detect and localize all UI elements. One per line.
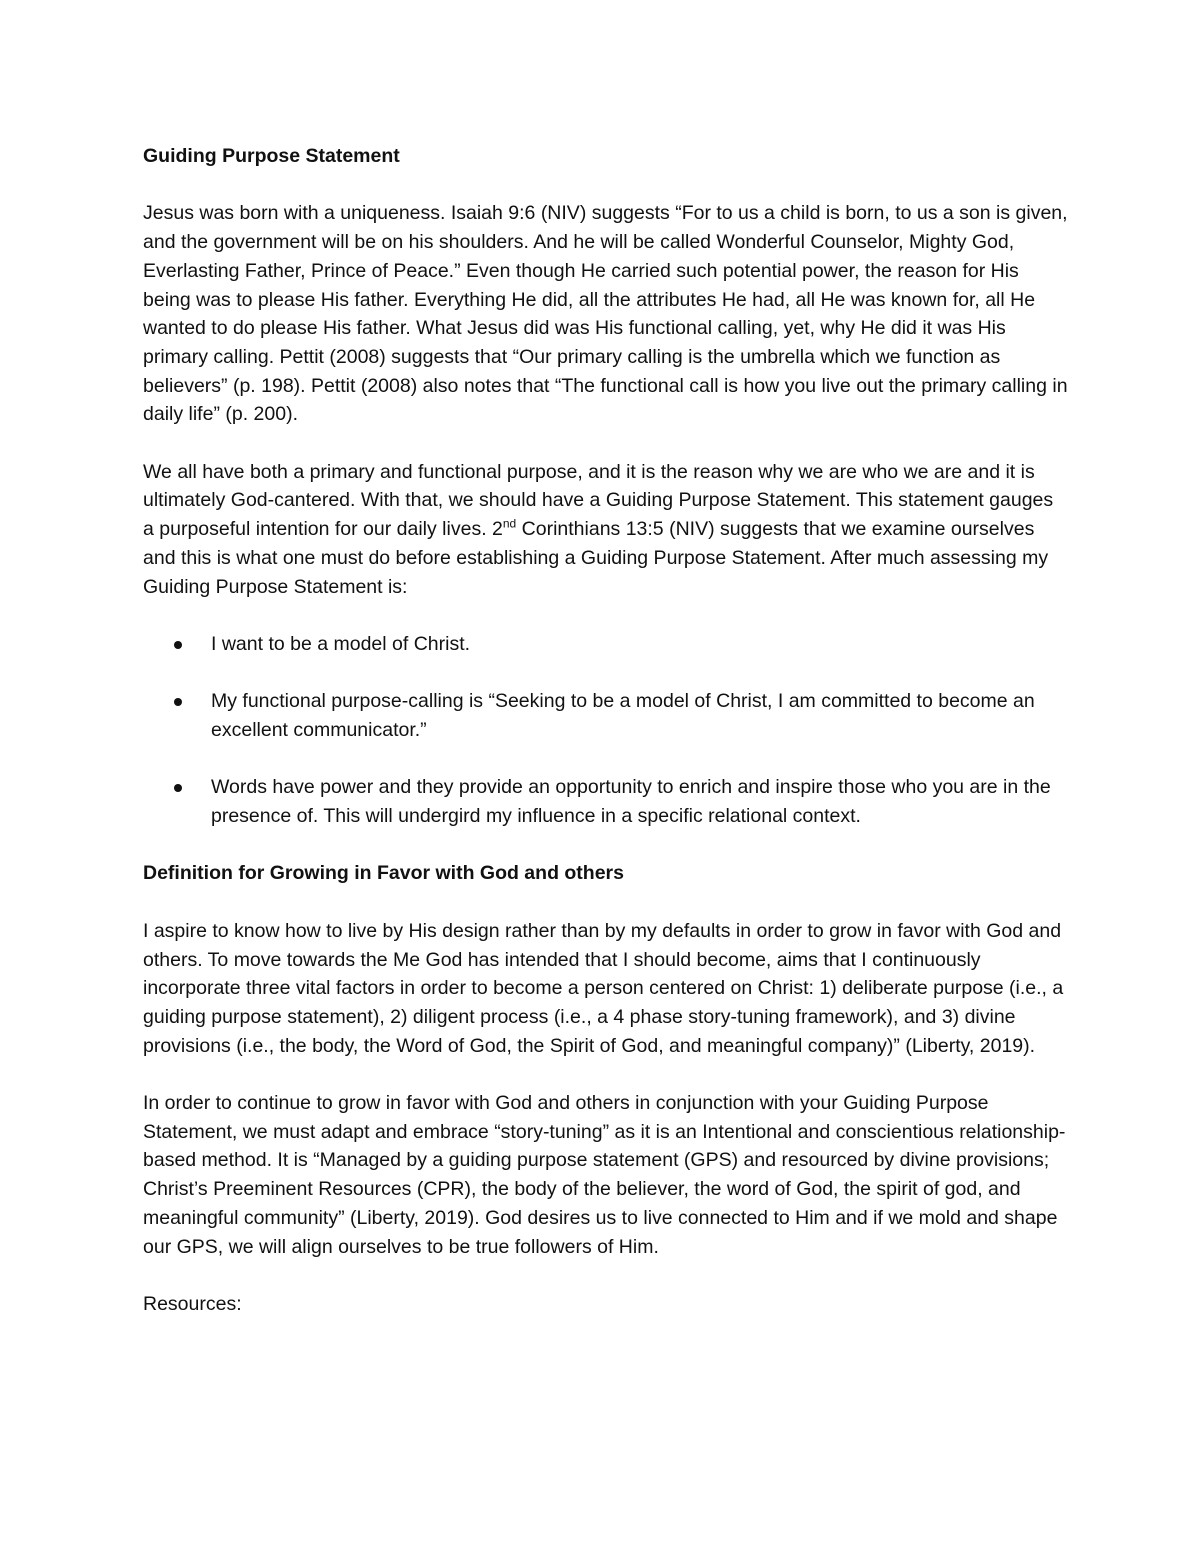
bullet-item bbox=[143, 773, 1068, 830]
bullet-icon bbox=[174, 784, 182, 792]
paragraph: In order to continue to grow in favor with God and others in conjunction with your Guiding Purpose Statement, we must adapt and embrace “story-tuning” as it is an Intentional and conscientious relationship-based method. It is “Managed by a guiding purpose statement (GPS) and resourced by divine provisions; Christ’s Preeminent Resources (CPR), the body of the believer, the word of God, the spirit of god, and meaningful community” (Liberty, 2019). God desires us to live connected to Him and if we mold and shape our GPS, we will align ourselves to be true followers of Him. bbox=[143, 1092, 1066, 1258]
paragraph-text: Corinthians 13:5 (NIV) suggests that we examine ourselves and this is what one must do before establishing a Guiding Purpose Statement. After much assessing my Guiding Purpose Statement is: bbox=[143, 518, 1049, 598]
bullet-item bbox=[143, 630, 1068, 659]
document-page bbox=[143, 142, 1068, 1347]
bullet-text: My functional purpose-calling is “Seeking to be a model of Christ, I am committed to become an excellent communicator.” bbox=[211, 690, 1035, 741]
bullet-icon bbox=[174, 641, 182, 649]
bullet-text: I want to be a model of Christ. bbox=[211, 632, 471, 655]
paragraph-text: We all have both a primary and functional purpose, and it is the reason why we are who we are and it is ultimately God-cantered. With that, we should have a Guiding Purpose Statement. This statement gauges a purposeful intention for our daily lives. 2 bbox=[143, 460, 1054, 541]
superscript: nd bbox=[502, 516, 517, 531]
paragraph: Jesus was born with a uniqueness. Isaiah 9:6 (NIV) suggests “For to us a child is born, to us a son is given, and the government will be on his shoulders. And he will be called Wonderful Counselor, Mighty God, Everlasting Father, Prince of Peace.” Even though He carried such potential power, the reason for His being was to please His father. Everything He did, all the attributes He had, all He was known for, all He wanted to do please His father. What Jesus did was His functional calling, yet, why He did it was His primary calling. Pettit (2008) suggests that “Our primary calling is the umbrella which we function as believers” (p. 198). Pettit (2008) also notes that “The functional call is how you live out the primary calling in daily life” (p. 200). bbox=[143, 202, 1068, 426]
paragraph bbox=[143, 458, 1068, 602]
bullet-item bbox=[143, 687, 1068, 744]
purpose-bullet-list bbox=[143, 630, 1068, 831]
section-title-growing-in-favor: Definition for Growing in Favor with God and others bbox=[143, 862, 624, 885]
section-title-guiding-purpose: Guiding Purpose Statement bbox=[143, 145, 400, 167]
bullet-icon bbox=[174, 698, 182, 706]
resources-label: Resources: bbox=[143, 1292, 242, 1315]
bullet-text: Words have power and they provide an opportunity to enrich and inspire those who you are in the presence of. This will undergird my influence in a specific relational context. bbox=[211, 776, 1051, 828]
paragraph: I aspire to know how to live by His design rather than by my defaults in order to grow in favor with God and others. To move towards the Me God has intended that I should become, aims that I continuously incorporate three vital factors in order to become a person centered on Christ: 1) deliberate purpose (i.e., a guiding purpose statement), 2) diligent process (i.e., a 4 phase story-tuning framework), and 3) divine provisions (i.e., the body, the Word of God, the Spirit of God, and meaningful company)” (Liberty, 2019). bbox=[143, 919, 1064, 1057]
